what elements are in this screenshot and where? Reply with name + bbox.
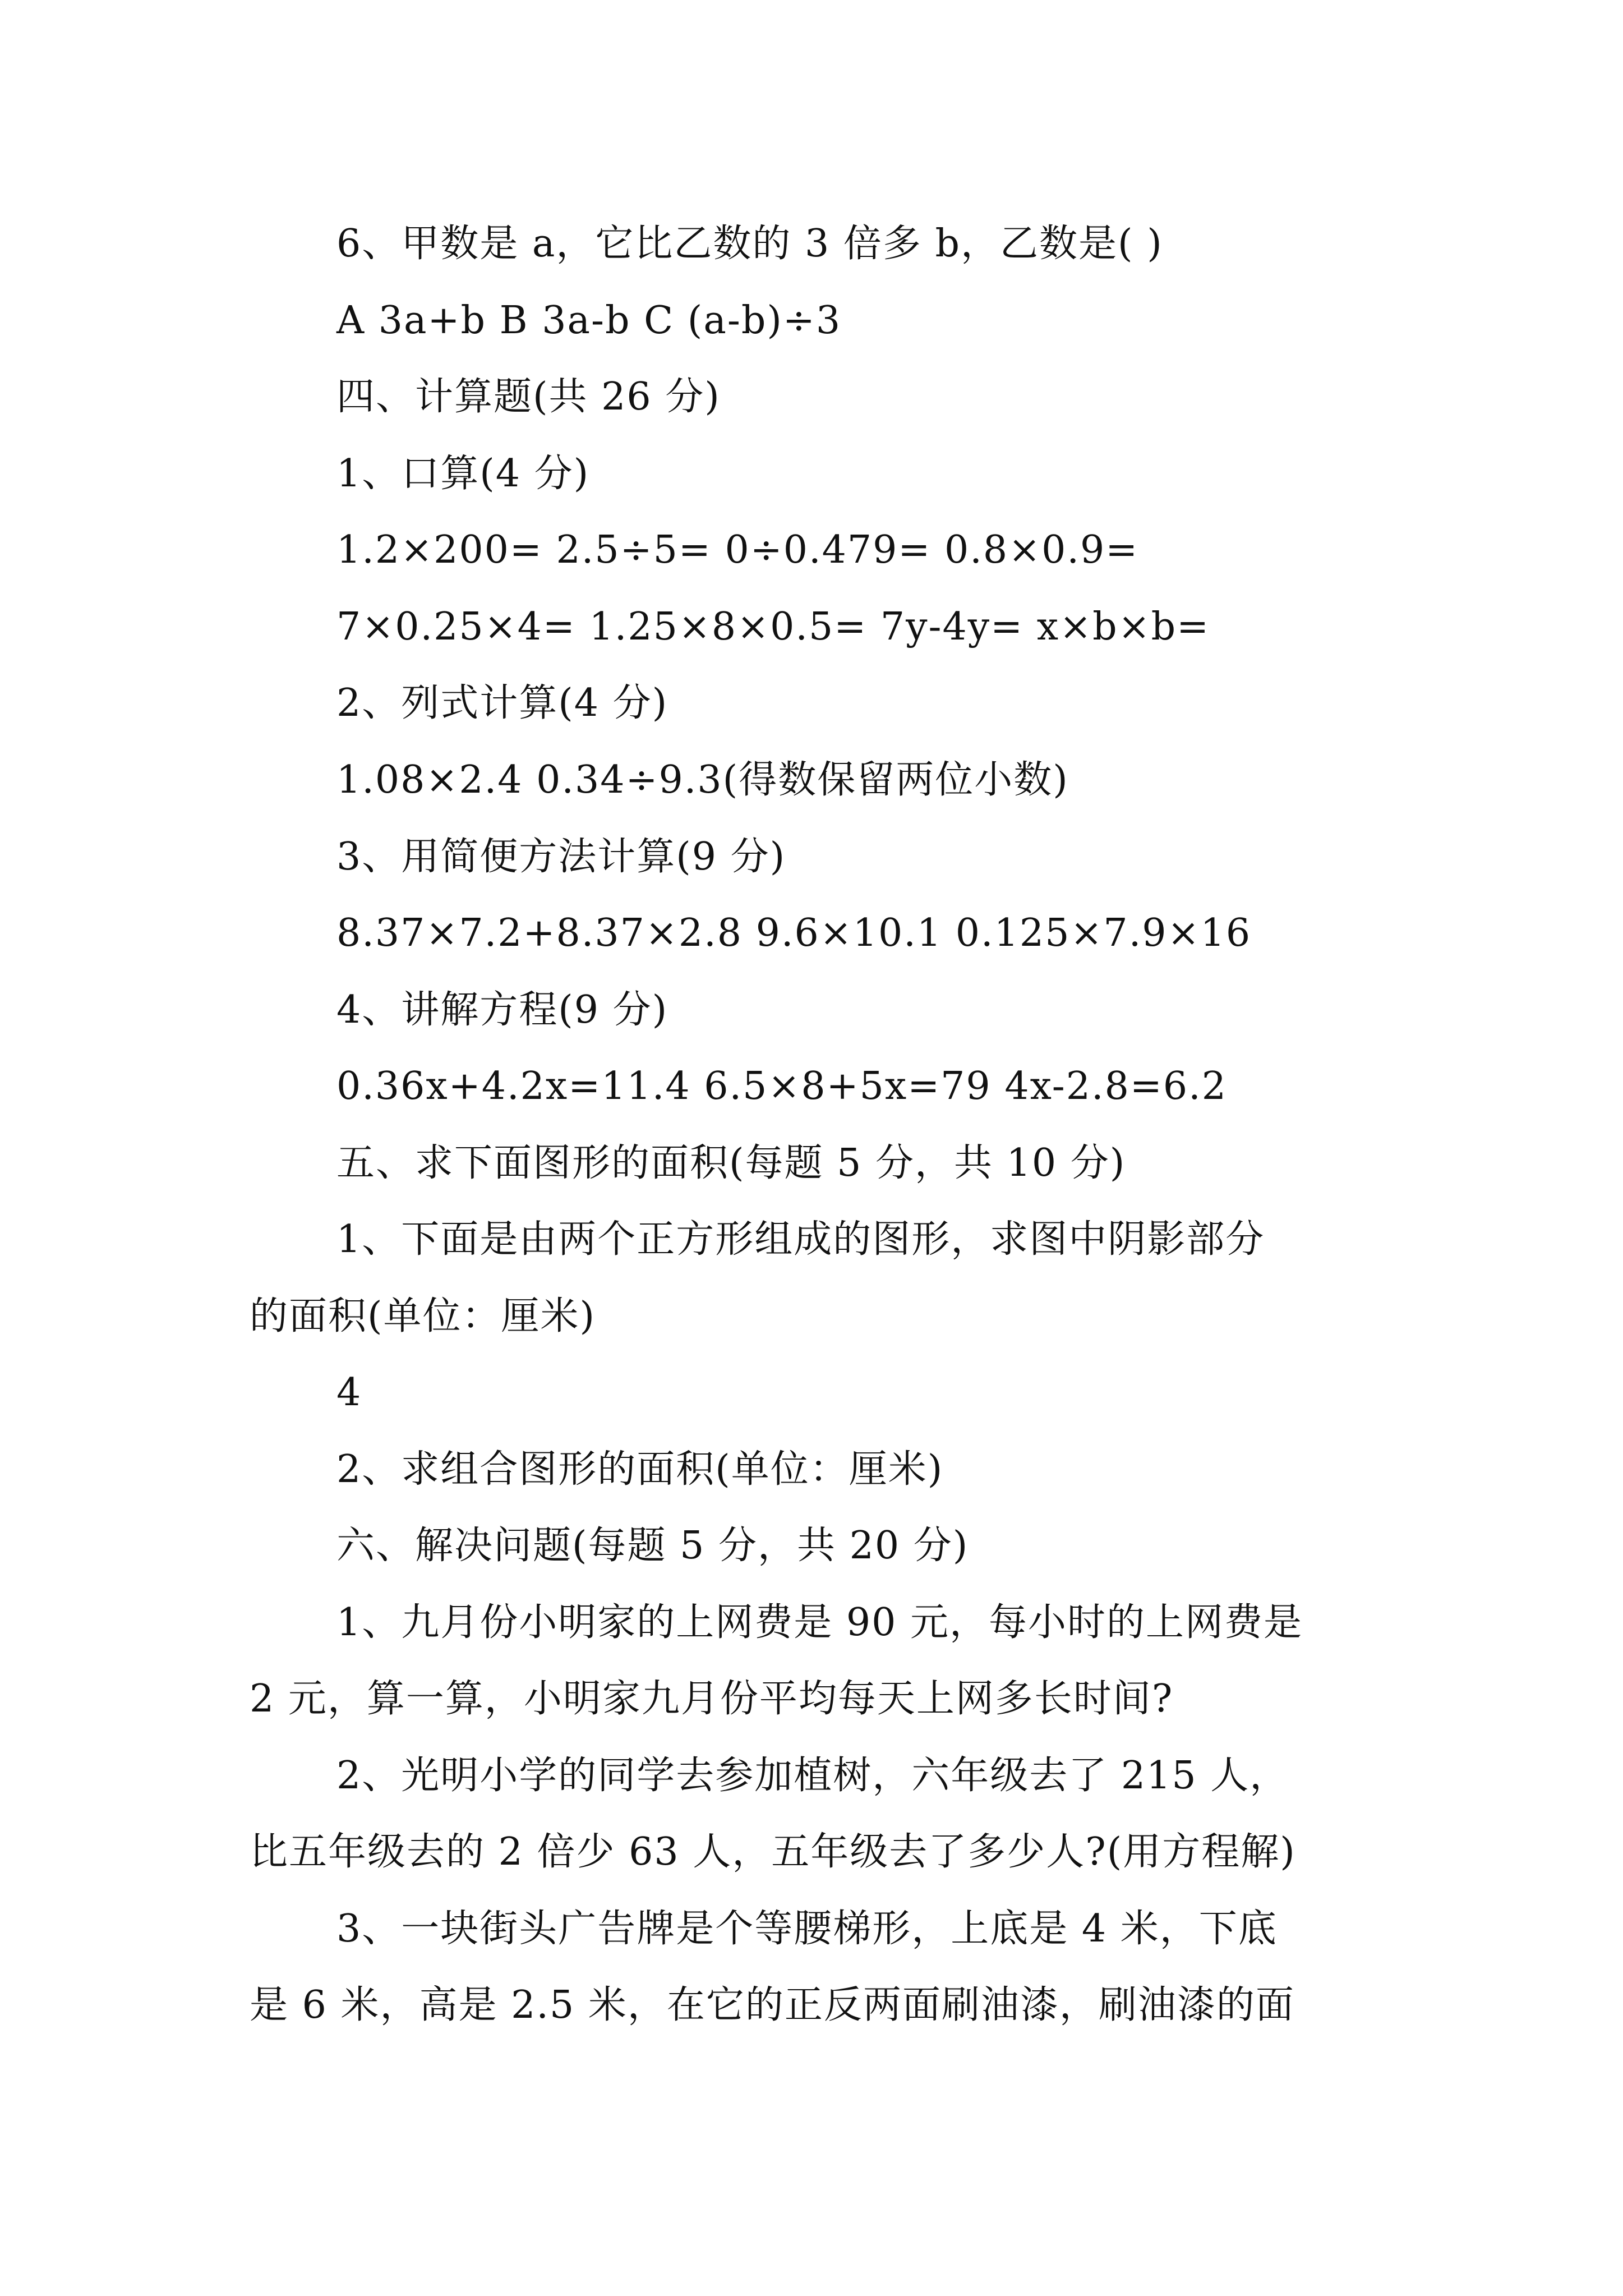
simplify-problems-row: 8.37×7.2+8.37×2.8 9.6×10.1 0.125×7.9×16	[336, 911, 1252, 955]
problem-3-line-2: 是 6 米，高是 2.5 米，在它的正反两面刷油漆，刷油漆的面	[250, 1983, 1295, 2027]
problem-1-line-2: 2 元，算一算，小明家九月份平均每天上网多长时间?	[250, 1677, 1174, 1721]
problem-1-line-1: 1、九月份小明家的上网费是 90 元，每小时的上网费是	[336, 1600, 1303, 1645]
subsection-written-heading: 2、列式计算(4 分)	[336, 681, 668, 725]
section-4-heading: 四、计算题(共 26 分)	[336, 375, 721, 419]
figure-label-4: 4	[336, 1370, 362, 1415]
area-question-1-line-1: 1、下面是由两个正方形组成的图形，求图中阴影部分	[336, 1217, 1265, 1262]
subsection-equation-heading: 4、讲解方程(9 分)	[336, 988, 668, 1032]
equation-problems-row: 0.36x+4.2x=11.4 6.5×8+5x=79 4x-2.8=6.2	[336, 1064, 1227, 1108]
area-question-1-line-2: 的面积(单位：厘米)	[250, 1294, 596, 1338]
oral-problems-row-2: 7×0.25×4= 1.25×8×0.5= 7y-4y= x×b×b=	[336, 605, 1210, 649]
subsection-oral-heading: 1、口算(4 分)	[336, 452, 590, 496]
area-question-2-line: 2、求组合图形的面积(单位：厘米)	[336, 1447, 944, 1492]
problem-2-line-1: 2、光明小学的同学去参加植树，六年级去了 215 人，	[336, 1754, 1289, 1798]
subsection-simplify-heading: 3、用简便方法计算(9 分)	[336, 835, 786, 879]
section-6-heading: 六、解决问题(每题 5 分，共 20 分)	[336, 1524, 969, 1568]
oral-problems-row-1: 1.2×200= 2.5÷5= 0÷0.479= 0.8×0.9=	[336, 528, 1139, 572]
problem-3-line-1: 3、一块街头广告牌是个等腰梯形，上底是 4 米，下底	[336, 1907, 1278, 1951]
question-6-line: 6、甲数是 a，它比乙数的 3 倍多 b，乙数是( )	[336, 222, 1163, 266]
question-6-options: A 3a+b B 3a-b C (a-b)÷3	[336, 298, 842, 343]
problem-2-line-2: 比五年级去的 2 倍少 63 人，五年级去了多少人?(用方程解)	[250, 1830, 1296, 1874]
written-problems-row: 1.08×2.4 0.34÷9.3(得数保留两位小数)	[336, 758, 1069, 802]
section-5-heading: 五、求下面图形的面积(每题 5 分，共 10 分)	[336, 1141, 1126, 1185]
